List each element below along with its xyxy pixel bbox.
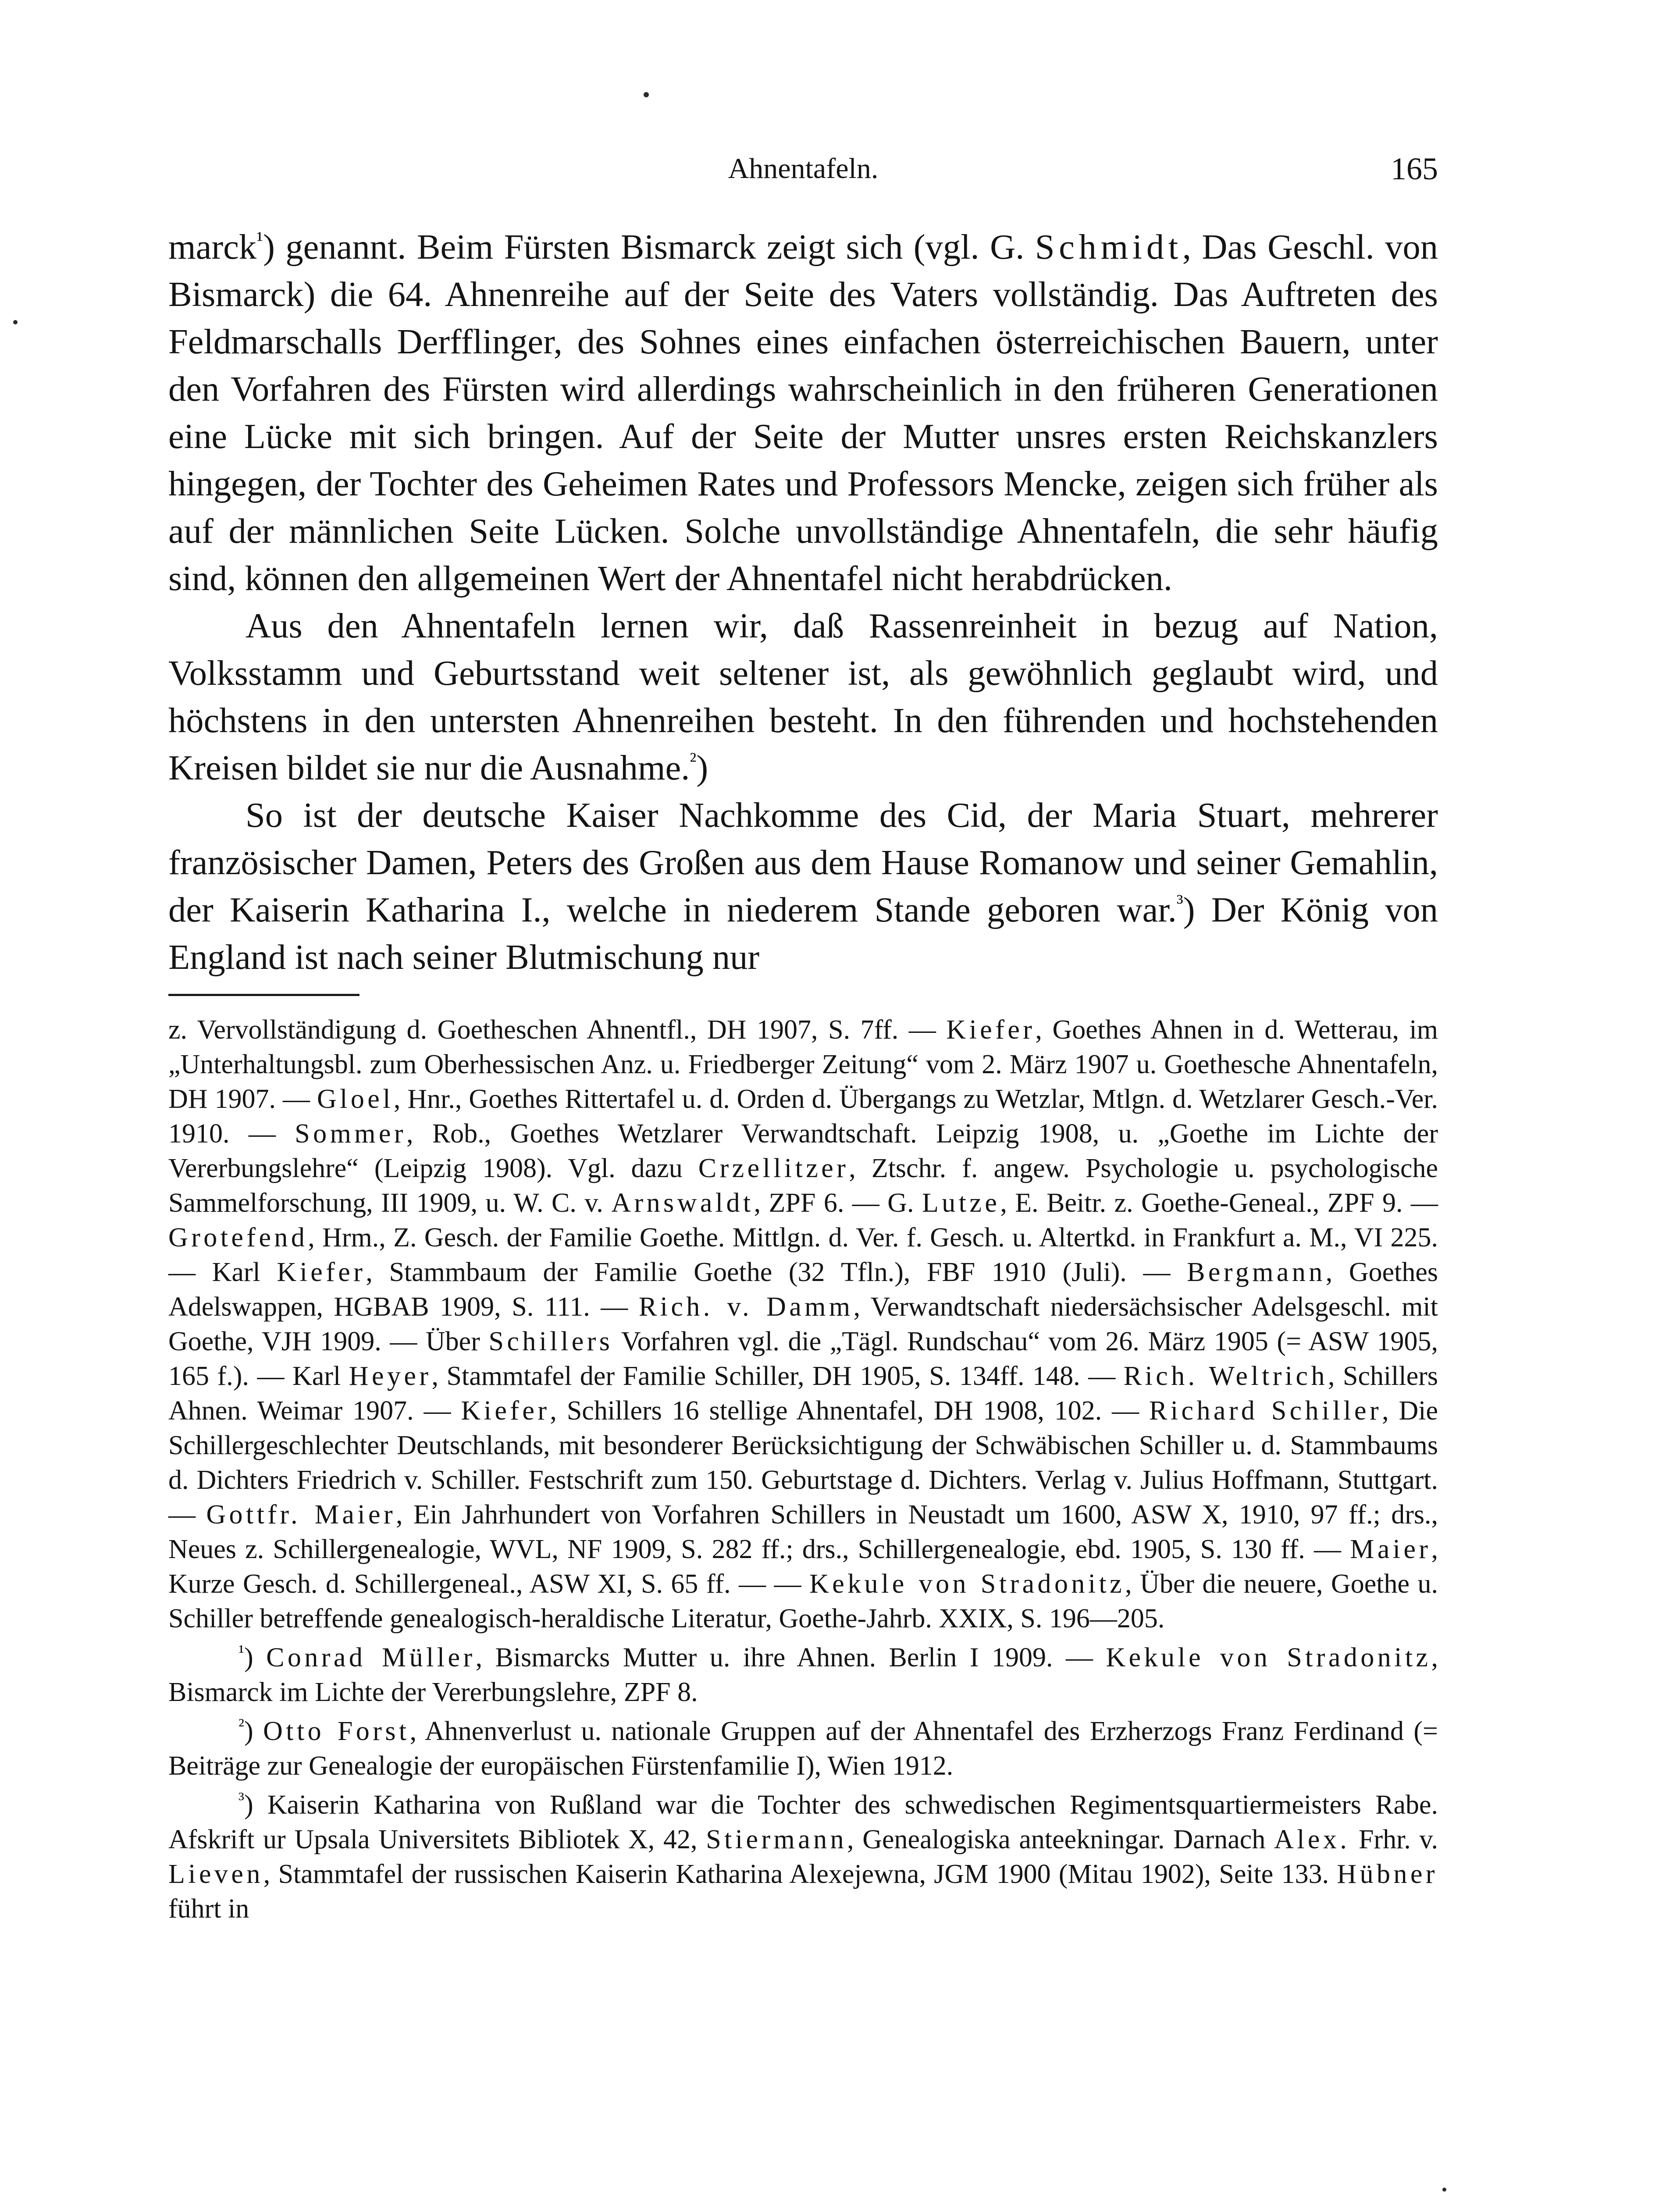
footnote-3: $^{^3}$) Kaiserin Katharina von Rußland war die Tochter des schwedischen Regimentsquartiermeisters Rabe. Afskrift ur Upsala Universitets Bibliotek X, 42, Stiermann, Genealogiska anteekningar. Darnach Alex. Frhr. v. Lieven, Stammtafel der russischen Kaiserin Katharina Alexejewna, JGM 1900 (Mitau 1902), Seite 133. Hübner führt in	[168, 1788, 1438, 1924]
footnote-2: $^{^2}$) Otto Forst, Ahnenverlust u. nationale Gruppen auf der Ahnentafel des Erzherzogs Franz Ferdinand (= Beiträge zur Genealogie der europäischen Fürstenfamilie I), Wien 1912.	[168, 1715, 1438, 1781]
main-text	[168, 224, 1438, 981]
print-speck	[13, 320, 18, 324]
print-speck	[644, 92, 649, 97]
footnote-ref-2: ²	[690, 748, 697, 772]
paragraph: Aus den Ahnentafeln lernen wir, daß Rassenreinheit in bezug auf Nation, Volksstamm und Geburtsstand weit seltener ist, als gewöhnlich geglaubt wird, und höchstens in den untersten Ahnenreihen besteht. In den führenden und hochstehenden Kreisen bildet sie nur die Ausnahme.$^{^2}$)	[168, 606, 1438, 787]
footnotes	[168, 1013, 1438, 1926]
running-header	[168, 145, 1438, 193]
paragraph-continuation: marck$^{^1}$) genannt. Beim Fürsten Bismarck zeigt sich (vgl. G. Schmidt, Das Geschl. von Bismarck) die 64. Ahnenreihe auf der Seite des Vaters vollständig. Das Auftreten des Feldmarschalls Derfflinger, des Sohnes eines einfachen österreichischen Bauern, unter den Vorfahren des Fürsten wird allerdings wahrscheinlich in den früheren Generationen eine Lücke mit sich bringen. Auf der Seite der Mutter unsres ersten Reichskanzlers hingegen, der Tochter des Geheimen Rates und Professors Mencke, zeigen sich früher als auf der männlichen Seite Lücken. Solche unvollständige Ahnentafeln, die sehr häufig sind, können den allgemeinen Wert der Ahnentafel nicht herabdrücken.	[168, 227, 1438, 598]
running-title: Ahnentafeln.	[728, 153, 879, 185]
spaced-name: Schmidt	[1035, 228, 1182, 267]
footnote-continuation: z. Vervollständigung d. Goetheschen Ahnentfl., DH 1907, S. 7ff. — Kiefer, Goethes Ahnen in d. Wetterau, im „Unterhaltungsbl. zum Oberhessischen Anz. u. Friedberger Zeitung“ vom 2. März 1907 u. Goethesche Ahnentafeln, DH 1907. — Gloel, Hnr., Goethes Rittertafel u. d. Orden d. Übergangs zu Wetzlar, Mtlgn. d. Wetzlarer Gesch.-Ver. 1910. — Sommer, Rob., Goethes Wetzlarer Verwandtschaft. Leipzig 1908, u. „Goethe im Lichte der Vererbungslehre“ (Leipzig 1908). Vgl. dazu Crzellitzer, Ztschr. f. angew. Psychologie u. psychologische Sammelforschung, III 1909, u. W. C. v. Arnswaldt, ZPF 6. — G. Lutze, E. Beitr. z. Goethe-Geneal., ZPF 9. — Grotefend, Hrm., Z. Gesch. der Familie Goethe. Mittlgn. d. Ver. f. Gesch. u. Altertkd. in Frankfurt a. M., VI 225. — Karl Kiefer, Stammbaum der Familie Goethe (32 Tfln.), FBF 1910 (Juli). — Bergmann, Goethes Adelswappen, HGBAB 1909, S. 111. — Rich. v. Damm, Verwandtschaft niedersächsischer Adelsgeschl. mit Goethe, VJH 1909. — Über Schillers Vorfahren vgl. die „Tägl. Rundschau“ vom 26. März 1905 (= ASW 1905, 165 f.). — Karl Heyer, Stammtafel der Familie Schiller, DH 1905, S. 134ff. 148. — Rich. Weltrich, Schillers Ahnen. Weimar 1907. — Kiefer, Schillers 16 stellige Ahnentafel, DH 1908, 102. — Richard Schiller, Die Schillergeschlechter Deutschlands, mit besonderer Berücksichtigung der Schwäbischen Schiller u. d. Stammbaums d. Dichters Friedrich v. Schiller. Festschrift zum 150. Geburtstage d. Dichters. Verlag v. Julius Hoffmann, Stuttgart. — Gottfr. Maier, Ein Jahrhundert von Vorfahren Schillers in Neustadt um 1600, ASW X, 1910, 97 ff.; drs., Neues z. Schillergenealogie, WVL, NF 1909, S. 282 ff.; drs., Schillergenealogie, ebd. 1905, S. 130 ff. — Maier, Kurze Gesch. d. Schillergeneal., ASW XI, S. 65 ff. — — Kekule von Stradonitz, Über die neuere, Goethe u. Schiller betreffende genealogisch-heraldische Literatur, Goethe-Jahrb. XXIX, S. 196—205.	[168, 1015, 1438, 1633]
paragraph: So ist der deutsche Kaiser Nachkomme des Cid, der Maria Stuart, mehrerer französischer Damen, Peters des Großen aus dem Hause Romanow und seiner Gemahlin, der Kaiserin Katharina I., welche in niederem Stande geboren war.$^{^3}$) Der König von England ist nach seiner Blutmischung nur	[168, 796, 1438, 977]
print-speck	[1442, 2188, 1446, 2192]
footnote-ref-3: ³	[1176, 890, 1183, 915]
footnote-rule	[168, 994, 359, 996]
footnote-ref-1: ¹	[256, 227, 263, 252]
footnote-1: $^{^1}$) Conrad Müller, Bismarcks Mutter u. ihre Ahnen. Berlin I 1909. — Kekule von Stradonitz, Bismarck im Lichte der Vererbungslehre, ZPF 8.	[168, 1641, 1438, 1707]
page-number: 165	[1391, 151, 1438, 186]
